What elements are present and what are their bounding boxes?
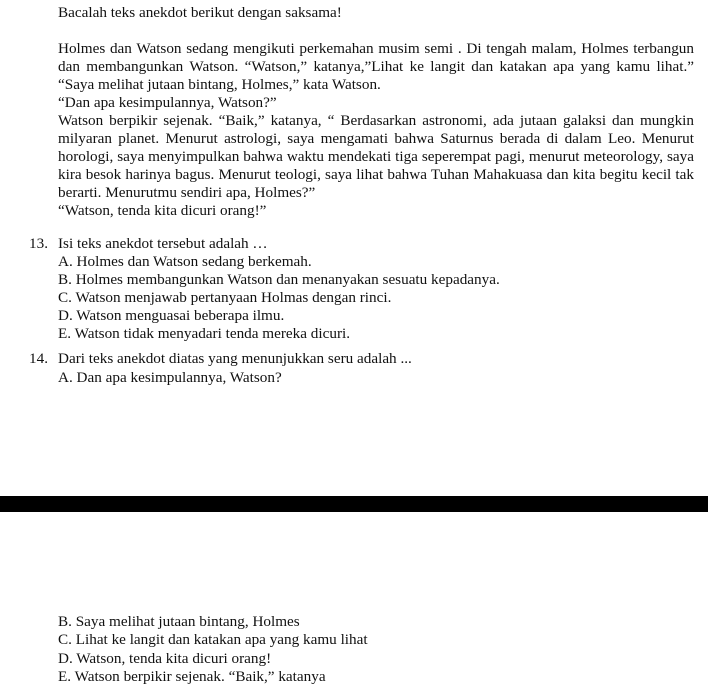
question-14-option-d: D. Watson, tenda kita dicuri orang! xyxy=(58,650,272,667)
question-14-text: Dari teks anekdot diatas yang menunjukkan seru adalah ... xyxy=(58,350,412,367)
question-13-option-b: B. Holmes membangunkan Watson dan menanyakan sesuatu kepadanya. xyxy=(58,271,500,288)
question-14-number: 14. xyxy=(29,350,48,367)
question-13-text: Isi teks anekdot tersebut adalah … xyxy=(58,235,268,252)
story-paragraph: “Watson, tenda kita dicuri orang!” xyxy=(58,202,267,219)
question-14-option-a: A. Dan apa kesimpulannya, Watson? xyxy=(58,369,282,386)
story-paragraph: Holmes dan Watson sedang mengikuti perkemahan musim semi . Di tengah malam, Holmes terbangun dan membangunkan Watson. “Watson,” katanya,”Lihat ke langit dan katakan apa yang kamu lihat.” “Saya melihat jutaan bintang, Holmes,” kata Watson. xyxy=(58,40,694,93)
screenshot-divider xyxy=(0,496,708,512)
instruction-text: Bacalah teks anekdot berikut dengan saksama! xyxy=(58,4,342,21)
question-13-option-e: E. Watson tidak menyadari tenda mereka dicuri. xyxy=(58,325,351,342)
question-14-option-b: B. Saya melihat jutaan bintang, Holmes xyxy=(58,613,300,630)
question-14-option-e: E. Watson berpikir sejenak. “Baik,” katanya xyxy=(58,668,326,685)
question-13-option-c: C. Watson menjawab pertanyaan Holmas dengan rinci. xyxy=(58,289,392,306)
story-paragraph: “Dan apa kesimpulannya, Watson?” xyxy=(58,94,277,111)
question-13-option-d: D. Watson menguasai beberapa ilmu. xyxy=(58,307,285,324)
story-paragraph: Watson berpikir sejenak. “Baik,” katanya, “ Berdasarkan astronomi, ada jutaan galaksi dan mungkin milyaran planet. Menurut astrologi, saya mengamati bahwa Saturnus berada di dalam Leo. Menurut horologi, saya menyimpulkan bahwa waktu mendekati tiga seperempat pagi, menurut meteorology, saya kira besok harinya bagus. Menurut teologi, saya lihat bahwa Tuhan Mahakuasa dan kita begitu kecil tak berarti. Menurutmu sendiri apa, Holmes?” xyxy=(58,112,694,201)
question-13-number: 13. xyxy=(29,235,48,252)
question-13-option-a: A. Holmes dan Watson sedang berkemah. xyxy=(58,253,312,270)
anecdote-text xyxy=(58,40,694,220)
question-14-option-c: C. Lihat ke langit dan katakan apa yang kamu lihat xyxy=(58,631,368,648)
